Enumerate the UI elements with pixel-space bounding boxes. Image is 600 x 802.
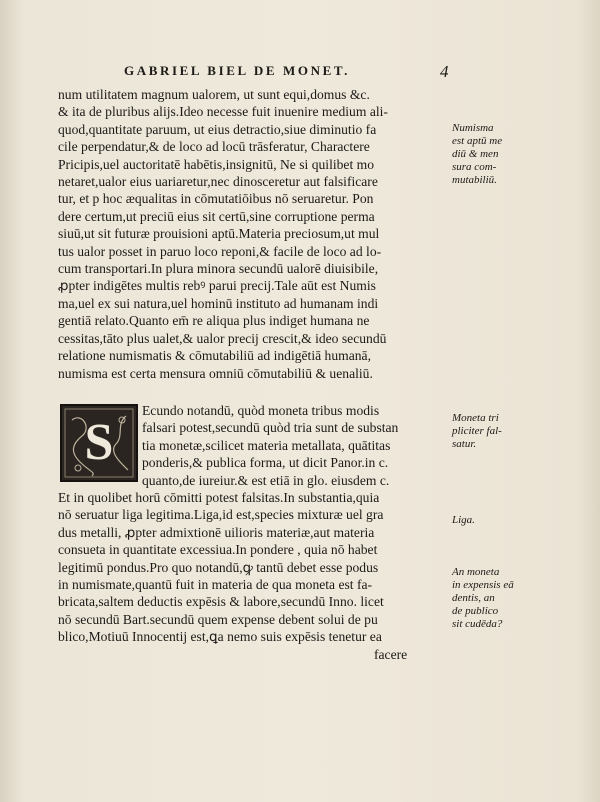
text-line: ꝓpter indigētes multis rebꝰ parui precij.Tale aūt est Numis — [58, 278, 376, 294]
text-line: & ita de pluribus alijs.Ideo necesse fuit inuenire medium ali- — [58, 104, 388, 120]
text-line: ma,uel ex sui natura,uel hominū instituto ad humanam indi — [58, 295, 379, 311]
text-line: nō seruatur liga legitima.Liga,id est,species mixturæ uel gra — [58, 507, 384, 523]
text-line: quod,quantitate paruum, ut eius detractio,siue diminutio fa — [58, 121, 377, 137]
note-line: Liga. — [452, 514, 475, 526]
paragraph-1 — [58, 86, 450, 382]
running-title: GABRIEL BIEL DE MONET. — [124, 63, 351, 78]
text-line: legitimū pondus.Pro quo notandū,ꝙ tantū debet esse podus — [58, 559, 379, 575]
text-line: tia monetæ,scilicet materia metallata, quātitas — [142, 437, 391, 453]
text-line: ponderis,& publica forma, ut dicit Panor.in c. — [142, 455, 389, 471]
initial-letter: S — [84, 414, 114, 471]
text-line: quanto,de iureiur.& est etiā in glo. eiusdem c. — [142, 472, 390, 488]
paragraph-2 — [58, 402, 450, 663]
text-line: dere certum,ut preciū eius sit certū,sine corruptione perma — [58, 208, 375, 224]
page-number: 4 — [440, 62, 449, 81]
note-line: mutabiliū. — [452, 174, 497, 186]
text-line: tur, et p hoc æqualitas in cōmutatiōibus nō seruaretur. Pon — [58, 191, 374, 207]
text-line: Et in quolibet horū cōmitti potest falsitas.In substantia,quia — [58, 490, 380, 506]
marginal-note — [452, 122, 532, 187]
note-line: dentis, an — [452, 592, 495, 604]
note-line: An moneta — [452, 566, 500, 578]
text-line: tus ualor posset in paruo loco reponi,& facile de loco ad lo- — [58, 243, 382, 259]
note-line: diū & men — [452, 148, 499, 160]
note-line: sura com- — [452, 161, 497, 173]
text-line: cessitas,tāto plus ualet,& ualor precij crescit,& ideo secundū — [58, 330, 387, 346]
text-line: consueta in quantitate excessiua.In pondere , quia nō habet — [58, 542, 378, 558]
note-line: pliciter fal- — [452, 425, 502, 437]
note-line: Numisma — [452, 122, 494, 134]
note-line: satur. — [452, 438, 477, 450]
text-line: nō secundū Bart.secundū quem expense debent solui de pu — [58, 611, 378, 627]
marginal-note — [452, 566, 532, 631]
text-line: netaret,ualor eius uariaretur,nec dinosceretur aut falsificare — [58, 174, 378, 190]
text-line: siuū,ut sit futuræ prouisioni aptū.Materia preciosum,ut mul — [58, 226, 380, 242]
catchword: facere — [374, 646, 408, 662]
text-line: num utilitatem magnum ualorem, ut sunt equi,domus &c. — [58, 87, 370, 102]
note-line: de publico — [452, 605, 499, 617]
text-line: falsari potest,secundū quòd tria sunt de substan — [142, 420, 399, 436]
text-line: relatione numismatis & cōmutabiliū ad indigētiā humanā, — [58, 348, 371, 364]
text-line: gentiā relato.Quanto em̄ re aliqua plus indiget humana ne — [58, 313, 370, 329]
text-line: bricata,saltem deductis expēsis & labore,secundū Inno. licet — [58, 594, 384, 610]
text-line: in numismate,quantū fuit in materia de qua moneta est fa- — [58, 577, 373, 593]
text-line: cile perpendatur,& de loco ad locū trāsferatur, Charactere — [58, 139, 370, 155]
note-line: Moneta tri — [452, 412, 499, 424]
marginal-note — [452, 514, 532, 527]
text-line: numisma est certa mensura omniū cōmutabiliū & uenaliū. — [58, 365, 373, 381]
text-line: dus metalli, ꝓpter admixtionē uilioris materiæ,aut materia — [58, 524, 375, 540]
note-line: sit cudēda? — [452, 618, 503, 630]
text-line: Pricipis,uel auctoritatē habētis,insignitū, Ne si quilibet mo — [58, 156, 375, 172]
text-line: Ecundo notandū, quòd moneta tribus modis — [142, 403, 380, 418]
note-line: in expensis eā — [452, 579, 514, 591]
text-line: cum transportari.In plura minora secundū ualorē diuisibile, — [58, 261, 379, 277]
text-line: blico,Motiuū Innocentij est,ꝗa nemo suis expēsis tenetur ea — [58, 629, 382, 645]
note-line: est aptū me — [452, 135, 503, 147]
marginal-note — [452, 412, 532, 451]
